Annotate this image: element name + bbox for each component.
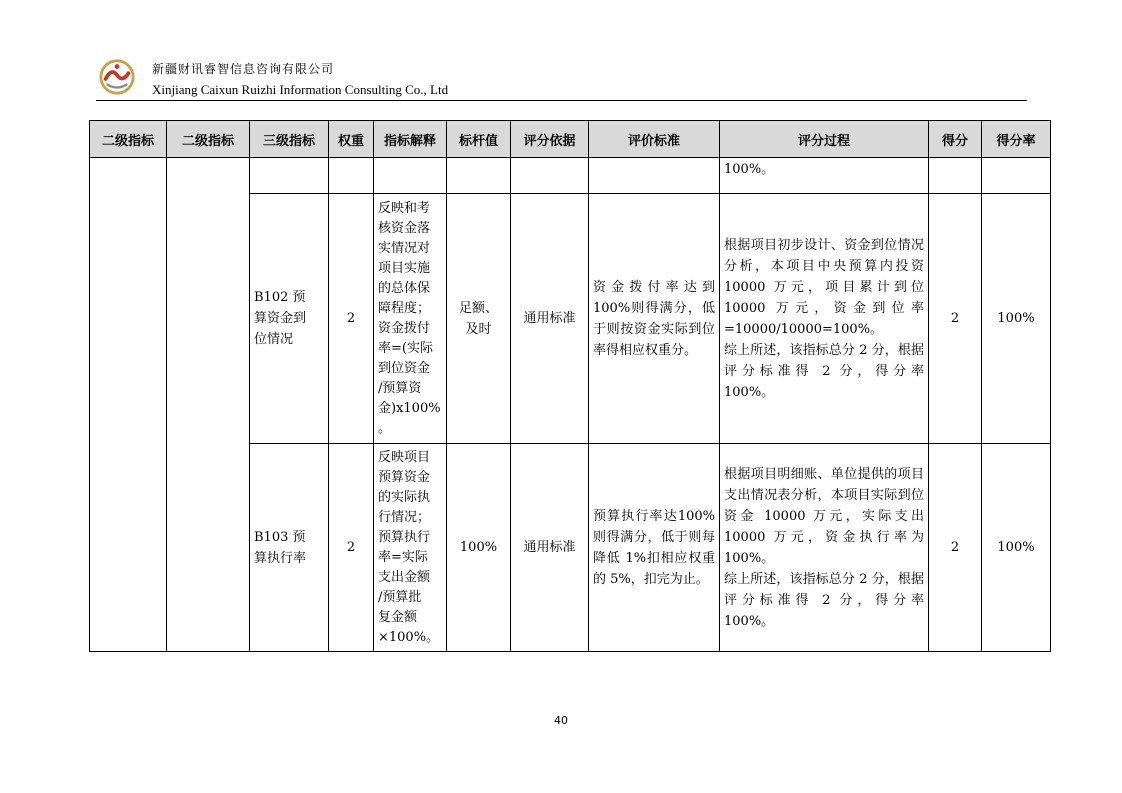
cell-explanation xyxy=(374,158,447,194)
cell-basis: 通用标准 xyxy=(511,444,589,652)
cell-indicator xyxy=(250,158,329,194)
cell-explanation: 反映项目 预算资金 的实际执 行情况； 预算执行 率=实际 支出金额 /预算批 复金额 ×100%。 xyxy=(374,444,447,652)
cell-criteria xyxy=(589,158,720,194)
cell-criteria: 资金拨付率达到100%则得满分，低于则按资金实际到位率得相应权重分。 xyxy=(589,194,720,444)
company-name-en: Xinjiang Caixun Ruizhi Information Consulting Co., Ltd xyxy=(152,82,449,97)
page-header xyxy=(96,56,1028,101)
cell-level2-a xyxy=(90,158,167,652)
cell-basis: 通用标准 xyxy=(511,194,589,444)
cell-criteria: 预算执行率达100%则得满分，低于则每降低 1%扣相应权重的 5%，扣完为止。 xyxy=(589,444,720,652)
cell-basis xyxy=(511,158,589,194)
header-divider xyxy=(96,100,1027,101)
cell-explanation: 反映和考 核资金落 实情况对 项目实施 的总体保 障程度； 资金拨付 率=(实际 到位资金 /预算资 金)x100% 。 xyxy=(374,194,447,444)
cell-rate: 100% xyxy=(982,444,1051,652)
header-cell-process: 评分过程 xyxy=(720,121,929,158)
cell-indicator: B103 预 算执行率 xyxy=(250,444,329,652)
table-header-row xyxy=(90,121,1051,158)
header-cell-weight: 权重 xyxy=(329,121,374,158)
page-number: 40 xyxy=(554,714,568,727)
cell-score: 2 xyxy=(929,194,982,444)
header-cell-criteria: 评价标准 xyxy=(589,121,720,158)
evaluation-table xyxy=(89,120,1051,652)
cell-score xyxy=(929,158,982,194)
cell-process: 100%。 xyxy=(720,158,929,194)
company-logo-icon xyxy=(98,58,136,96)
header-cell-level2-b: 二级指标 xyxy=(167,121,250,158)
header-cell-rate: 得分率 xyxy=(982,121,1051,158)
cell-benchmark: 100% xyxy=(447,444,511,652)
cell-benchmark: 足额、 及时 xyxy=(447,194,511,444)
cell-weight: 2 xyxy=(329,194,374,444)
table-row xyxy=(90,158,1051,194)
cell-rate: 100% xyxy=(982,194,1051,444)
cell-weight xyxy=(329,158,374,194)
cell-score: 2 xyxy=(929,444,982,652)
header-cell-explanation: 指标解释 xyxy=(374,121,447,158)
header-cell-benchmark: 标杆值 xyxy=(447,121,511,158)
cell-benchmark xyxy=(447,158,511,194)
header-cell-level3: 三级指标 xyxy=(250,121,329,158)
cell-level2-b xyxy=(167,158,250,652)
header-cell-score: 得分 xyxy=(929,121,982,158)
cell-process: 根据项目初步设计、资金到位情况分析，本项目中央预算内投资 10000 万元，项目累计到位 10000 万元，资金到位率=10000/10000=100%。 综上所述，该指标总分 2 分，根据评分标准得 2 分，得分率 100%。 xyxy=(720,194,929,444)
header-cell-basis: 评分依据 xyxy=(511,121,589,158)
cell-process: 根据项目明细账、单位提供的项目支出情况表分析，本项目实际到位资金 10000 万元，实际支出 10000 万元，资金执行率为 100%。 综上所述，该指标总分 2 分，根据评分标准得 2 分，得分率 100%。 xyxy=(720,444,929,652)
cell-weight: 2 xyxy=(329,444,374,652)
company-name-cn: 新疆财讯睿智信息咨询有限公司 xyxy=(152,62,335,76)
header-cell-level2-a: 二级指标 xyxy=(90,121,167,158)
cell-indicator: B102 预 算资金到 位情况 xyxy=(250,194,329,444)
cell-rate xyxy=(982,158,1051,194)
